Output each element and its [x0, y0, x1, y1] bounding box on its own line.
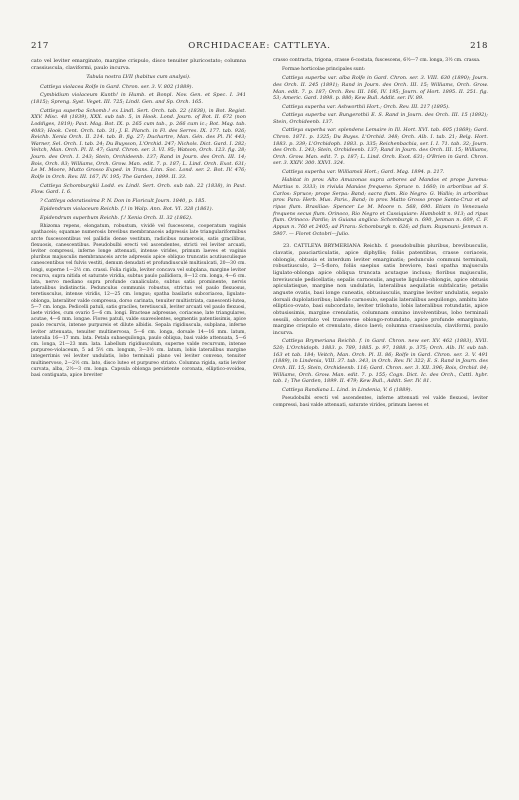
synonym-citation: Epidendrum violaceum Reichb. f.! in Walp. Ann. Bot. VI. 328 (1861). [40, 206, 214, 213]
synonym-citation: Cattleya superba Schomb.! ex Lindl. Sert. Orch. tab. 22 (1838), in Bot. Regist. XXV. Misc. 48 (1839), XXX. sub tab. 5, in Hook. Lond. Journ. of Bot. II. 672 (non Loddiges, 1819); Paxt. Mag. Bot. IX. p. 265 cum tab., p. 266 cum ic.; Bot. Mag. tab. 4083; Hook. Cent. Orch. tab. 31; J. E. Planch. in Fl. des Serres. IX. 177. tab. 926; Reichb. Xenia Orch. II. 214. tab. B. fig. 27; Duchartre, Man. Gén. des Pl. IV. 443; Warner, Sel. Orch. I. tab. 24; Du Buysson, L'Orchid. 247; Nichols. Dict. Gard. I. 282; Veitch, Man. Orch. Pl. II. 47; Gard. Chron. ser. 3. VI. 95; Watson, Orch. 123. fig. 28; Journ. des Orch. I. 243; Stein, Orchideenb. 137; Rand in Journ. des Orch. III. 14; Bois, Orch. 83; Williams, Orch. Grow. Man. edit. 7. p. 187; L. Lind. Orch. Exot. 631; Le M. Moore, Mutto Grosso Exped. in Trans. Linn. Soc. Lond. ser. 2. Bot. IV. 476; Rolfe in Orch. Rev. III. 167, IV. 195; The Garden, 1899. II. 33. [31, 107, 246, 181]
left-column [31, 58, 246, 379]
page-number-right: 218 [470, 41, 488, 51]
synonym-citation: Cattleya Randiana L. Lind. in Lindenia, V. 6 (1889). [282, 386, 413, 393]
variety-citation: Cattleya superba var. Ashworthii Hort.; Orch. Rev. III. 217 (1895). [282, 103, 450, 110]
variety-citation: Cattleya superba var. alba Rolfe in Gard. Chron. ser. 3. VIII. 630 (1890); Journ. des Orch. II. 245 (1891); Rand in Journ. des Orch. III. 15; Williams, Orch. Grow. Man. edit. 7. p. 187; Orch. Rev. III. 166, IV. 195; Journ. of Hort. 1895. II. 251. fig. 53; Americ. Gard. 1898. p. 880; Kew Bull. Addit. ser. IV. 89. [273, 75, 488, 102]
species-description: Rhizoma repens, elongatum, robustum, vividè vel fuscescens, cooperatum vaginis spathaceis; squamae numerosis brevibus membranaceis adpressis late triangulariformibus arcte fuscescentibus vel pallidis dense vestitum, radicibus numerosis, satis gracilibus, flexuosis, canescentibus. Pseudobulbi erecti vel ascendentes, stricti vel leviter arcuati, leviter compressi, inferne longe attenuati, intense virides, primum laeves et vaginis pluribus majusculis membranaceis arcte adpressis apice obliquo truncatis acutiusculisque canescentibus vel fulvis vestiti, demum denudati et profundiusculé multisulcati, 20—30 cm. longi, superne 1—2½ cm. crassi. Folia rigida, leviter concava vel subplana, margine leviter recurva, supra nitida et saturate viridia, subtus paulo pallidiora, 8—12 cm. longa, 4—6 cm. lata, nervo mediano supra profunde canaliculato, subtus satis prominente, nervis lateralibus indistinctis. Pedunculus communis robustus, strictus vel paulo flexuosus, teretiusculus, intense viridis, 12—25 cm. longus; spatha basilaris subcoriacea, ligulato-oblonga, lateraliter valde compressa, dorso carinata, tenuiter multistriata, canescenti-lutea, 5—7 cm. longa. Pedicelli patuli, satis graciles, teretiusculi, leviter arcuati vel paulo flexuosi, laete virides, cum ovario 5—6 cm. longi. Bracteae adpressae, coriaceae, late triangulares, acutae, 4—6 mm. longae. Flores patuli, valde suaveolentes, segmentis patentissimis, apice paulo recurvis, intense purpureis et dilute albidis. Sepala rigidiuscula, subplana, inferne leviter attenuata, tenuiter multinervosa, 5—6 cm. longa, dorsale 14—16 mm. latum, lateralia 16—17 mm. lata. Petala subaequilonga, paulo obliqua, basi valde attenuata, 5—6 cm. longa, 21—23 mm. lata. Labellum rigidiusculum, superne valde recurvum, intense purpureo-violaceum, 5 ad 5½ cm. longum, 3—3½ cm. latum, lobis lateralibus margine integerrimis vel leviter undulatis, lobo terminali plano vel leviter convexo, tenuiter multinervoso, 2—2½ cm. lato, disco luteo et purpureo striato. Columna rigida, satis leviter curvata, alba, 2½—3 cm. longa. Capsula oblonga persistente coronata, elliptico-ovoidea, basi contiguata, apice breviter [31, 224, 246, 379]
variety-citation: Cattleya superba var. Williamsii Hort.; Gard. Mag. 1894. p. 217. [282, 168, 445, 175]
species-description: Pseudobulbi erecti vel ascendentes, inferne attenuati vel valde flexuosi, leviter compressi, basi valde attenuati, saturate virides, primum laeves et [273, 396, 488, 408]
variety-citation: Cattleya superba var. Bungerothii E. S. Rand in Journ. des Orch. III. 15 (1892); Stein, Orchideenb. 137. [273, 112, 488, 125]
synonym-citation: Cattleya violacea Rolfe in Gard. Chron. ser. 3. V. 802 (1889). [40, 83, 194, 90]
variety-citation: Cattleya superba var. splendens Lemaire in Ill. Hort. XVI. tab. 605 (1869); Gard. Chron. 1871. p. 1325; Du Buyss. L'Orchid. 348; Orch. Alb. I. tab. 21; Belg. Hort. 1883. p. 339; L'Orchidoph. 1883. p. 335; Reichenbachia, ser. I. I. 71. tab. 32; Journ. des Orch. I. 243; Stein, Orchideenb. 137; Rand in Journ. des Orch. III. 15; Williams, Orch. Grow. Man. edit. 7. p. 187; L. Lind. Orch. Exot. 631; O'Brien in Gard. Chron. ser. 3. XXIV. 300. XXVI. 324. [273, 127, 488, 167]
habitat-paragraph: Habitat in prov. Alto Amazonas supra arbores ad Mandos et prope Jurema: Martius n. 3333; in riviula Manáos frequens: Spruce n. 1660; in arboribus ad S. Carlos: Spruce; prope Serpa: Band; sacra flum. Rio Negro: G. Wallis; in arboribus prov. Para: Herb. Mus. Paris., Band; in prov. Matto Grosso prope Santa-Cruz et ad ripas flum. Brasiliae: Spencer Le M. Moore n. 568, 690. Etiam in Venezuela frequens secus flum. Orinoco, Rio Negro et Cassiquiare: Humboldt n. 913; ad ripas flum. Orinoco: Pardis; in Guiana anglica: Schomburgk n. 690, Jenman n. 609, C. F. Appun n. 760 et 2405; ad Pirara: Schomburgk n. 626; ad flum. Rupununi: Jenman n. 5907. — Floret Octobri—Julio. [273, 177, 488, 237]
plate-note: Tabula nostra LVII (habitus cum analysi). [86, 74, 191, 81]
synonym-citation: Cymbidium violaceum Kunth! in Humb. et Bonpl. Nov. Gen. et Spec. I. 341 (1815); Spreng. Syst. Veget. III. 725; Lindl. Gen. and Sp. Orch. 165. [31, 92, 246, 106]
right-column [273, 58, 488, 409]
synonym-citation: Epidendrum superbum Reichb. f.! Xenia Orch. II. 32 (1862). [40, 214, 193, 221]
description-end: crasso contracta, trigona, crasse 6-costata, fuscescens, 6½—7 cm. longa, 3½ cm. crassa. [273, 58, 481, 63]
page-header [31, 41, 488, 53]
synonym-citation: Cattleya Schomburgkii Lodd. ex Lindl. Sert. Orch. sub tab. 22 (1838), in Paxt. Flow. Gard. I. 6. [31, 182, 246, 196]
species-heading-brymeriana: 23. CATTLEYA BRYMERIANA Reichb. f. pseudobulbis pluribus, brevibusculis, clavatis, pauciarticulatis, apice diphyllis; foliis patentibus, crasse coriaceis, oblongis, obtusis et interdum leviter emarginatis; pedunculo communi terminali, robustiusculo, 2—5-floro, foliis saepius satis breviore, basi spatha majuscula ligulato-oblonga apice obliqua truncata acutaque inclusa; floribus majusculis, breviuscule pedicellatis; sepalis carnosulis, anguste ligulato-oblongis, apice obtusis apiculatisque, margine non undulatis, lateralibus aequilatis subfalcatis; petalis anguste ovatis, basi longe cuneatis, obtusiusculis, margine leviter undulatis, sepalo dorsali duplolatioribus; labello carnosulo, sepalis lateralibus aequilongo, ambitu late elliptico-ovato, basi subcordato, leviter trilobato, lobis lateralibus rotundatis, apice obtusissimis, margine crenulatis, columnam omnino involventibus, lobo terminali sessili, obcordato vel transverse oblongo-rotundato, apice profunde emarginato, margine crispulo et crenulato, disco laevi; columna crassiuscula, claviformi, paulo incurva. [273, 243, 488, 336]
horticultural-forms-heading: Formae horticolae principales sunt: [282, 67, 366, 73]
running-title: ORCHIDACEAE: CATTLEYA. [188, 41, 331, 51]
description-end: cato vel leviter emarginato, margine crispulo, disco tenuiter pluricostato; columna crassiuscula, claviformi, paulo incurva. [31, 58, 246, 71]
synonym-citation: Cattleya Brymeriana Reichb. f. in Gard. Chron. new ser. XV. 462 (1883), XVII. 520; L'Orchidoph. 1883. p. 789, 1885. p. 97, 1888. p. 375; Orch. Alb. IV. sub tab. 163 et tab. 184; Veitch, Man. Orch. Pl. II. 86; Rolfe in Gard. Chron. ser. 3. V. 491 (1889), in Lindenia, VIII. 37. tab. 343, in Orch. Rev. IV. 322; E. S. Rand in Journ. des Orch. III. 15; Stein, Orchideenb. 116; Gard. Chron. ser. 3. XII. 396; Bois, Orchid. 84; Williams, Orch. Grow. Man. edit. 7. p. 155; Cogn. Dict. Ic. des Orch., Cattl. hybr. tab. 1; The Garden, 1899. II. 479; Kew Bull., Addit. Ser. IV. 81. [273, 338, 488, 385]
page-number-left: 217 [31, 41, 49, 51]
synonym-citation: ? Cattleya odoratissima P. N. Don in Floricult Journ. 1840, p. 185. [40, 197, 207, 204]
